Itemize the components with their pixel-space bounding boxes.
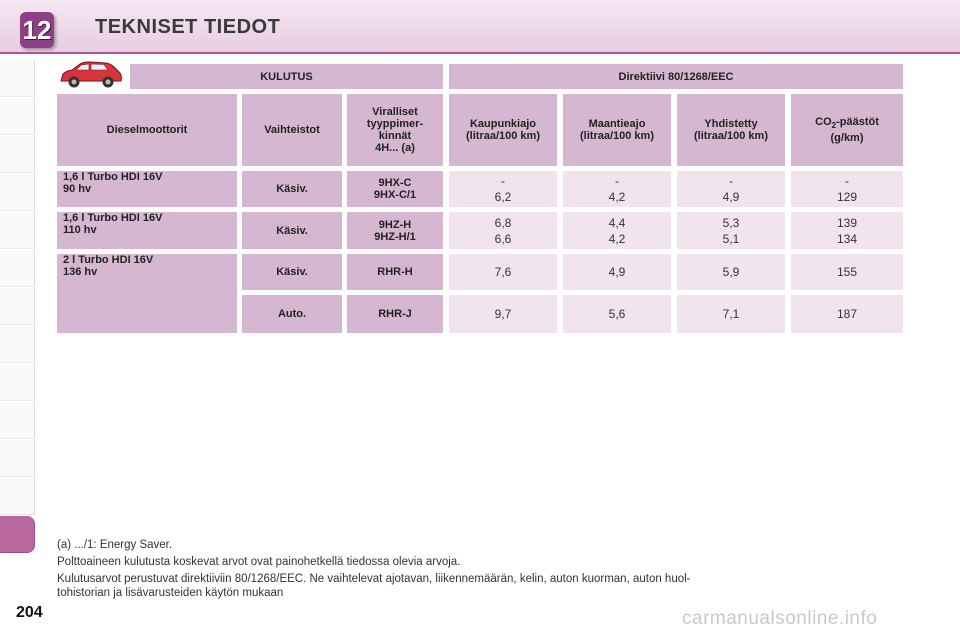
column-header-combined-line: (litraa/100 km) xyxy=(694,130,768,142)
table-row-gearbox: Käsiv. xyxy=(242,254,342,290)
value-line: 6,6 xyxy=(494,231,512,246)
chapter-tab[interactable] xyxy=(0,288,35,325)
chapter-tab[interactable] xyxy=(0,440,35,477)
chapter-badge: 12 xyxy=(20,12,54,48)
type-line: 9HZ-H/1 xyxy=(374,230,416,243)
column-header-combined-line: Yhdistetty xyxy=(704,118,758,130)
table-row-engine xyxy=(57,212,237,249)
table-row-extra-urban: 4,9 xyxy=(563,254,671,290)
value-line: - xyxy=(615,174,619,188)
column-header-engine: Dieselmoottorit xyxy=(57,94,237,166)
co2-text: CO xyxy=(815,115,832,128)
chapter-tab[interactable] xyxy=(0,212,35,249)
column-header-extra-urban-line: Maantieajo xyxy=(588,118,646,130)
watermark: carmanualsonline.info xyxy=(682,608,878,629)
chapter-tabs xyxy=(0,60,36,600)
chapter-tab[interactable] xyxy=(0,136,35,173)
engine-line: 1,6 l Turbo HDI 16V xyxy=(63,212,163,224)
table-row-engine xyxy=(57,171,237,207)
table-row-engine xyxy=(57,254,237,333)
table-row-type: RHR-H xyxy=(347,254,443,290)
car-icon xyxy=(58,60,124,90)
chapter-tab[interactable] xyxy=(0,478,35,515)
value-line: 129 xyxy=(836,190,858,204)
engine-line: 90 hv xyxy=(63,183,92,195)
group-header-directive: Direktiivi 80/1268/EEC xyxy=(449,64,903,89)
value-line: 6,8 xyxy=(494,215,512,230)
type-line: 9HX-C xyxy=(378,177,412,189)
engine-line: 2 l Turbo HDI 16V xyxy=(63,254,154,266)
table-row-type: RHR-J xyxy=(347,295,443,333)
chapter-tab[interactable] xyxy=(0,98,35,135)
chapter-tab[interactable] xyxy=(0,364,35,401)
co2-suffix: -päästöt xyxy=(836,115,879,128)
footnote-directive xyxy=(57,572,917,600)
column-header-combined xyxy=(677,94,785,166)
column-header-co2-line: (g/km) xyxy=(830,132,864,145)
value-line: 4,9 xyxy=(722,190,740,204)
co2-subscript: 2 xyxy=(831,121,837,131)
footnote-a: (a) .../1: Energy Saver. xyxy=(57,539,173,551)
table-row-combined: 7,1 xyxy=(677,295,785,333)
column-header-co2-line xyxy=(815,116,879,132)
table-row-gearbox: Käsiv. xyxy=(242,212,342,249)
column-header-urban-line: Kaupunkiajo xyxy=(469,118,536,130)
table-row-co2 xyxy=(791,171,903,207)
table-row-urban: 9,7 xyxy=(449,295,557,333)
type-line: 9HZ-H xyxy=(378,218,412,231)
column-header-extra-urban-line: (litraa/100 km) xyxy=(580,130,654,142)
chapter-tab[interactable] xyxy=(0,250,35,287)
value-line: 6,2 xyxy=(494,190,512,204)
footnote-directive-line: tohistorian ja lisävarusteiden käytön mukaan xyxy=(57,587,284,599)
value-line: 4,2 xyxy=(608,231,626,246)
column-header-type xyxy=(347,94,443,166)
engine-line: 110 hv xyxy=(63,224,97,236)
group-header-consumption: KULUTUS xyxy=(130,64,443,89)
chapter-tab[interactable] xyxy=(0,326,35,363)
column-header-gearbox: Vaihteistot xyxy=(242,94,342,166)
chapter-tab[interactable] xyxy=(0,402,35,439)
column-header-type-line: tyyppimer- xyxy=(366,118,424,130)
table-row-co2 xyxy=(791,212,903,249)
table-row-type xyxy=(347,212,443,249)
table-row-urban xyxy=(449,212,557,249)
column-header-urban xyxy=(449,94,557,166)
table-row-combined xyxy=(677,171,785,207)
title-bar xyxy=(0,0,960,54)
column-header-extra-urban xyxy=(563,94,671,166)
type-line: 9HX-C/1 xyxy=(373,189,417,201)
column-header-urban-line: (litraa/100 km) xyxy=(466,130,540,142)
column-header-type-line: Viralliset xyxy=(372,106,418,118)
engine-line: 1,6 l Turbo HDI 16V xyxy=(63,171,163,183)
engine-line: 136 hv xyxy=(63,266,98,278)
footnote-values: Polttoaineen kulutusta koskevat arvot ovat painohetkellä tiedossa olevia arvoja. xyxy=(57,556,461,568)
value-line: 5,1 xyxy=(722,231,740,246)
chapter-tab[interactable] xyxy=(0,60,35,97)
footnotes xyxy=(57,538,917,600)
table-row-co2: 155 xyxy=(791,254,903,290)
column-header-co2 xyxy=(791,94,903,166)
table-row-co2: 187 xyxy=(791,295,903,333)
value-line: 134 xyxy=(836,231,858,246)
table-row-extra-urban xyxy=(563,212,671,249)
page-title: TEKNISET TIEDOT xyxy=(95,16,281,38)
chapter-tab-active[interactable] xyxy=(0,516,35,553)
page-number: 204 xyxy=(16,604,43,621)
value-line: - xyxy=(501,174,505,188)
column-header-type-line: 4H... (a) xyxy=(375,142,415,154)
table-row-gearbox: Auto. xyxy=(242,295,342,333)
chapter-tab[interactable] xyxy=(0,174,35,211)
value-line: 4,2 xyxy=(608,190,626,204)
table-row-urban: 7,6 xyxy=(449,254,557,290)
table-row-extra-urban: 5,6 xyxy=(563,295,671,333)
value-line: 4,4 xyxy=(608,215,626,230)
value-line: - xyxy=(729,174,733,188)
table-row-type xyxy=(347,171,443,207)
footnote-directive-line: Kulutusarvot perustuvat direktiiviin 80/1268/EEC. Ne vaihtelevat ajotavan, liikennemäärän, kelin, auton kuorman, auton huol- xyxy=(57,573,691,585)
table-row-gearbox: Käsiv. xyxy=(242,171,342,207)
value-line: 5,3 xyxy=(722,215,740,230)
value-line: 139 xyxy=(836,215,858,230)
value-line: - xyxy=(845,174,849,188)
table-row-urban xyxy=(449,171,557,207)
table-row-extra-urban xyxy=(563,171,671,207)
table-row-combined xyxy=(677,212,785,249)
column-header-type-line: kinnät xyxy=(378,130,412,142)
table-row-combined: 5,9 xyxy=(677,254,785,290)
